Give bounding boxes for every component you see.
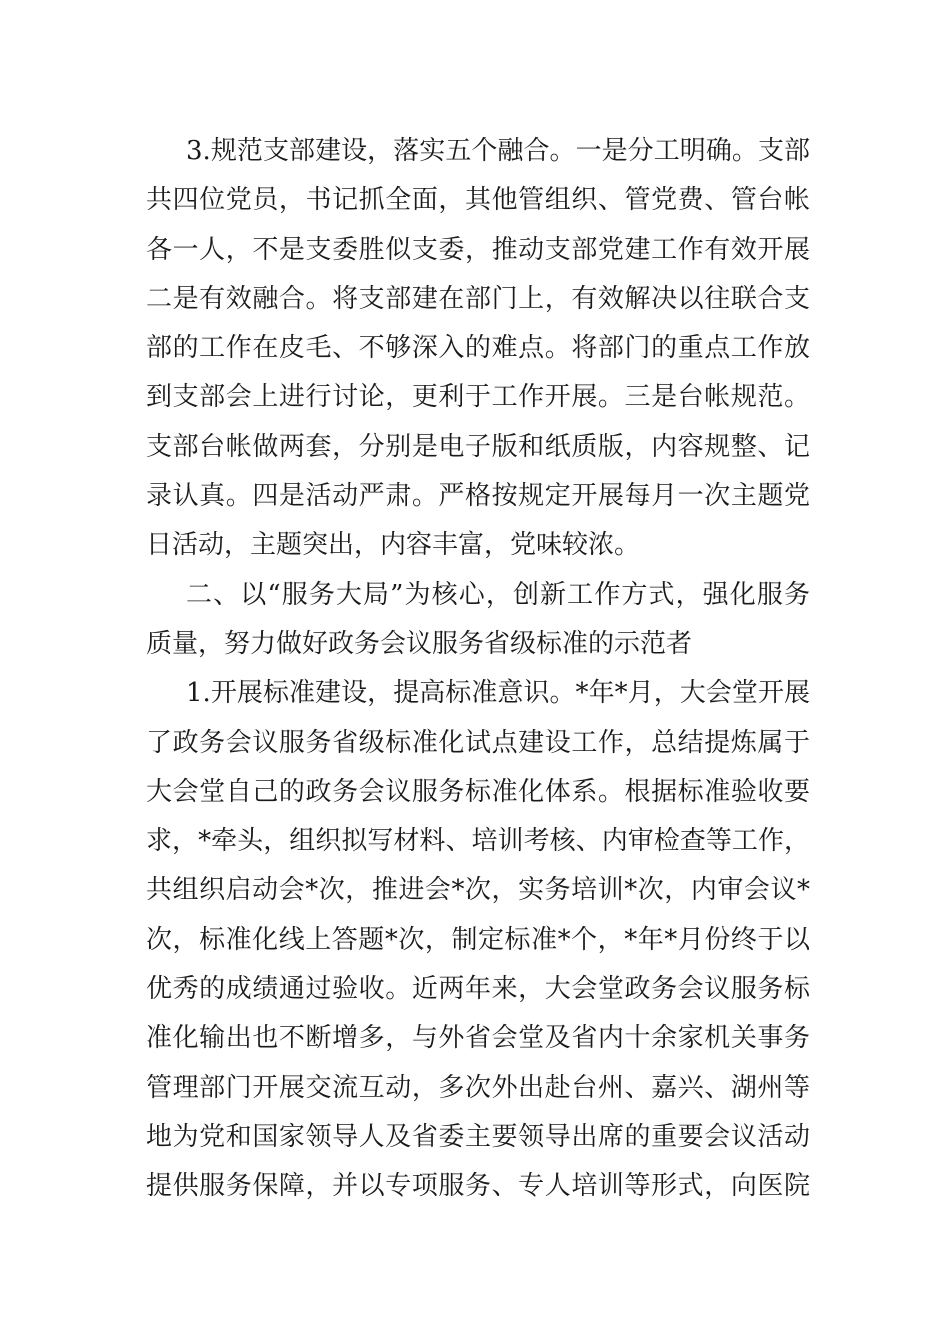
text-line: 了政务会议服务省级标准化试点建设工作，总结提炼属于 [146, 727, 810, 758]
text-line: 3.规范支部建设，落实五个融合。一是分工明确。支部 [186, 136, 810, 166]
text-line: 录认真。四是活动严肃。严格按规定开展每月一次主题党 [146, 481, 810, 512]
text-line: 部的工作在皮毛、不够深入的难点。将部门的重点工作放 [146, 333, 810, 364]
text-line: 共四位党员，书记抓全面，其他管组织、管党费、管台帐 [146, 185, 810, 216]
text-line: 准化输出也不断增多，与外省会堂及省内十余家机关事务 [146, 1023, 810, 1054]
text-line: 管理部门开展交流互动，多次外出赴台州、嘉兴、湖州等 [146, 1072, 810, 1103]
text-line: 到支部会上进行讨论，更利于工作开展。三是台帐规范。 [146, 382, 810, 413]
text-line: 1.开展标准建设，提高标准意识。*年*月，大会堂开展 [186, 678, 810, 709]
text-line: 求，*牵头，组织拟写材料、培训考核、内审检查等工作， [146, 826, 810, 857]
text-line: 大会堂自己的政务会议服务标准化体系。根据标准验收要 [146, 776, 810, 807]
text-line: 次，标准化线上答题*次，制定标准*个，*年*月份终于以 [146, 924, 810, 955]
body-text [146, 127, 810, 1212]
text-line: 二是有效融合。将支部建在部门上，有效解决以往联合支 [146, 283, 810, 314]
section-heading-line: 质量，努力做好政务会议服务省级标准的示范者 [146, 628, 693, 659]
text-line: 日活动，主题突出，内容丰富，党味较浓。 [146, 530, 641, 561]
text-line: 地为党和国家领导人及省委主要领导出席的重要会议活动 [146, 1121, 810, 1152]
text-line: 支部台帐做两套，分别是电子版和纸质版，内容规整、记 [146, 431, 810, 462]
section-heading-line: 二、以“服务大局”为核心，创新工作方式，强化服务 [186, 579, 810, 610]
text-line: 共组织启动会*次，推进会*次，实务培训*次，内审会议* [146, 875, 810, 906]
text-line: 提供服务保障，并以专项服务、专人培训等形式，向医院 [146, 1171, 810, 1202]
text-line: 各一人，不是支委胜似支委，推动支部党建工作有效开展 [146, 234, 810, 265]
text-line: 优秀的成绩通过验收。近两年来，大会堂政务会议服务标 [146, 974, 810, 1005]
